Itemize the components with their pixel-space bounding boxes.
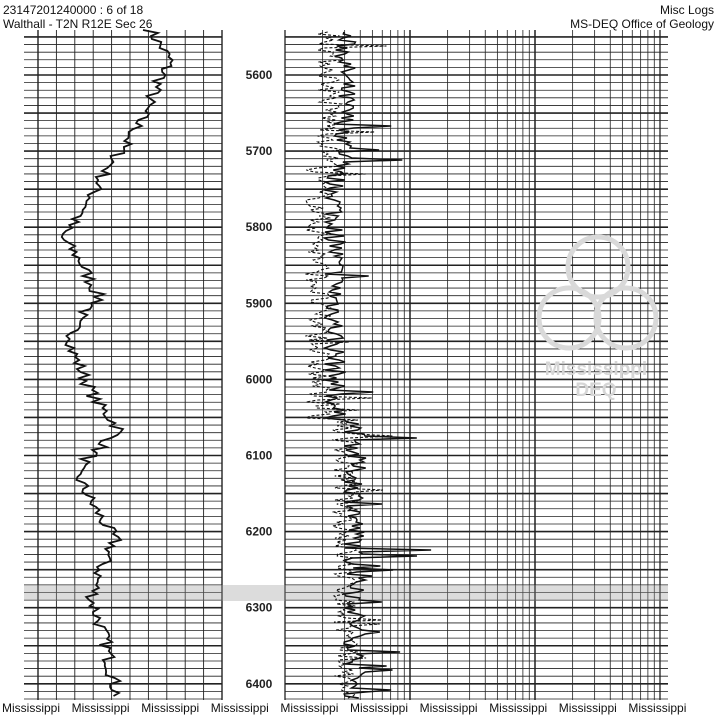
depth-label: 6000 [245, 372, 273, 387]
footer-watermark-text: Mississippi [280, 701, 339, 715]
depth-label: 6300 [245, 600, 273, 615]
well-location-label: Walthall - T2N R12E Sec 26 [3, 17, 153, 31]
depth-label: 5900 [245, 296, 273, 311]
footer-watermark-text: Mississippi [558, 701, 617, 715]
depth-label: 6400 [245, 676, 273, 691]
footer-watermark-text: Mississippi [71, 701, 130, 715]
watermark-line2: DEQ [575, 380, 617, 401]
well-id-page-label: 23147201240000 : 6 of 18 [3, 3, 144, 17]
depth-label: 5800 [245, 220, 273, 235]
depth-label: 6200 [245, 524, 273, 539]
footer-watermark-strip [0, 700, 718, 715]
depth-label: 6100 [245, 448, 273, 463]
footer-watermark-text: Mississippi [489, 701, 548, 715]
depth-label: 5600 [245, 68, 273, 82]
depth-label: 5700 [245, 144, 273, 159]
watermark-line1: Mississippi [544, 359, 648, 380]
log-type-label: Misc Logs [659, 3, 714, 17]
agency-label: MS-DEQ Office of Geology [570, 17, 714, 31]
footer-watermark-text: Mississippi [2, 701, 61, 715]
footer-watermark-text: Mississippi [210, 701, 269, 715]
footer-watermark-text: Mississippi [350, 701, 409, 715]
footer-watermark-text: Mississippi [628, 701, 687, 715]
footer-watermark-text: Mississippi [141, 701, 200, 715]
footer-watermark-text: Mississippi [419, 701, 478, 715]
mississippi-deq-watermark [539, 237, 656, 401]
